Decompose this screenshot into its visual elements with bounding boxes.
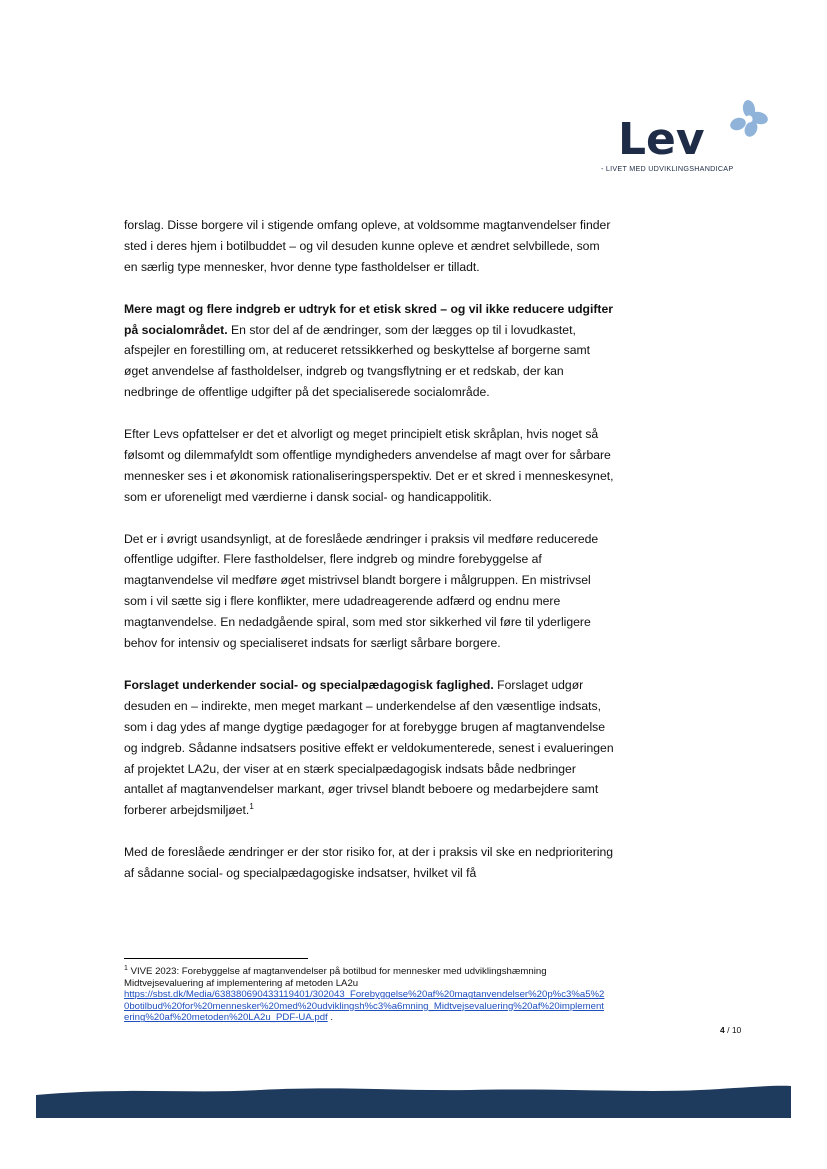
- paragraph-heading: Mere magt og flere indgreb er udtryk for et etisk skred – og vil ikke reducere udgifter på socialområdet.: [124, 301, 613, 337]
- paragraph: [124, 529, 614, 654]
- paragraph-text: Med de foreslåede ændringer er der stor risiko for, at der i praksis vil ske en nedprioritering af sådanne social- og specialpædagogiske indsatser, hvilket vil få: [124, 845, 614, 881]
- paragraph: [124, 424, 614, 508]
- logo-tagline: - LIVET MED UDVIKLINGSHANDICAP: [601, 164, 734, 173]
- paragraph-text: Forslaget udgør desuden en – indirekte, men meget markant – underkendelse af den væsentlige indsats, som i dag ydes af mange dygtige pædagoger for at forebygge brugen af magtanvendelse og indgreb. Sådanne indsatsers positive effekt er veldokumenterede, senest i evalueringen af projektet LA2u, der viser at en stærk specialpædagogisk indsats både nedbringer antallet af magtanvendelser markant, øger trivsel blandt beboere og medarbejdere samt forberer arbejdsmiljøet.: [124, 677, 614, 818]
- footer-wave: [0, 1060, 827, 1120]
- paragraph: [124, 842, 614, 884]
- footnote-separator: [124, 958, 308, 959]
- body-text: [124, 215, 614, 905]
- paragraph-text: forslag. Disse borgere vil i stigende omfang opleve, at voldsomme magtanvendelser finder sted i deres hjem i botilbuddet – og vil desuden kunne opleve et ændret selvbillede, som en særlig type mennesker, hvor denne type fastholdelser er tilladt.: [124, 218, 611, 274]
- paragraph-text: Det er i øvrigt usandsynligt, at de foreslåede ændringer i praksis vil medføre reducerede offentlige udgifter. Flere fastholdelser, flere indgreb og mindre forebyggelse af magtanvendelse vil medføre øget mistrivsel blandt borgere i målgruppen. En mistrivsel som i vil sætte sig i flere konflikter, mere udadreagerende adfærd og endnu mere magtanvendelse. En nedadgående spiral, som med stor sikkerhed vil føre til yderligere behov for intensiv og specialiseret indsats for særligt sårbare borgere.: [124, 531, 599, 651]
- footnote-link[interactable]: https://sbst.dk/Media/638380690433119401/302043_Forebyggelse%20af%20magtanvendelser%20p%c3%a5%20botilbud%20for%20mennesker%20med%20udviklingsh%c3%a6mning_Midtvejsevaluering%20af%20implementering%20af%20metoden%20LA2u_PDF-UA.pdf: [124, 989, 605, 1024]
- page-number: [720, 1025, 741, 1035]
- footnote-text: VIVE 2023: Forebyggelse af magtanvendelser på botilbud for mennesker med udviklingshæmning Midtvejsevaluering af implementering af metoden LA2u: [124, 966, 547, 989]
- footnote-reference[interactable]: 1: [249, 802, 254, 812]
- footnote-link-suffix: .: [327, 1012, 334, 1024]
- paragraph: [124, 675, 614, 821]
- paragraph: [124, 299, 614, 404]
- flower-icon: [728, 99, 768, 139]
- page-current: 4: [720, 1025, 725, 1035]
- logo-wordmark: Lev: [618, 114, 705, 164]
- page-total: / 10: [724, 1025, 742, 1035]
- lev-logo-mark: [618, 98, 768, 164]
- paragraph-heading: Forslaget underkender social- og specialpædagogisk faglighed.: [124, 677, 494, 692]
- footnote-marker: 1: [124, 964, 128, 972]
- paragraph-text: En stor del af de ændringer, som der lægges op til i lovudkastet, afspejler en forestilling om, at reduceret retssikkerhed og beskyttelse af borgerne samt øget anvendelse af fastholdelser, indgreb og tvangsflytning er et redskab, der kan nedbringe de offentlige udgifter på det specialiserede socialområde.: [124, 322, 591, 400]
- footnote: [124, 966, 609, 1024]
- paragraph: [124, 215, 614, 278]
- paragraph-text: Efter Levs opfattelser er det et alvorligt og meget principielt etisk skråplan, hvis noget så følsomt og dilemmafyldt som offentlige myndigheders anvendelse af magt over for sårbare mennesker ses i et økonomisk rationaliseringsperspektiv. Det er et skred i menneskesynet, som er uforeneligt med værdierne i dansk social- og handicappolitik.: [124, 427, 614, 504]
- lev-logo: [598, 88, 768, 183]
